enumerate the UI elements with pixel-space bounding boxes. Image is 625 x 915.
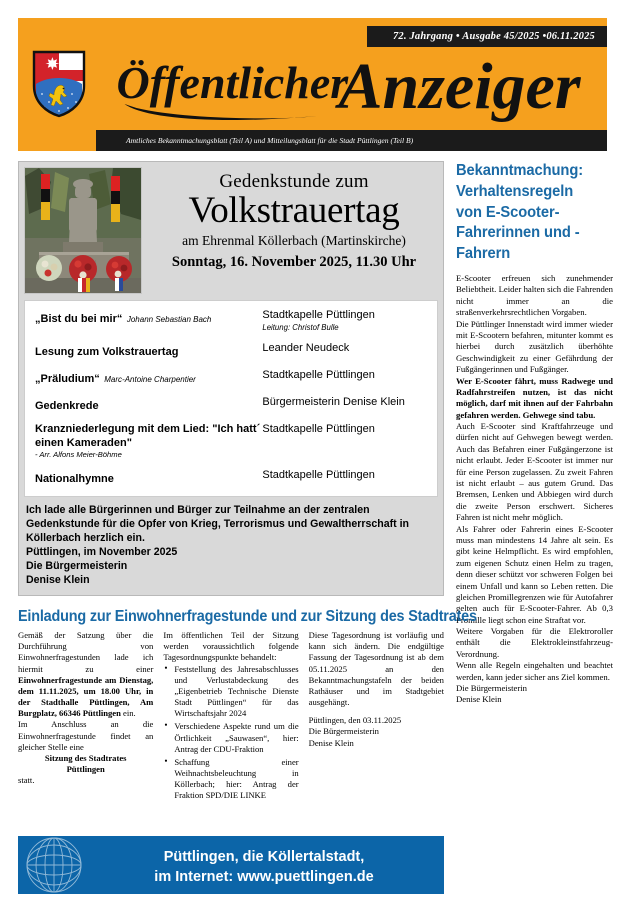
program-performer-text: Leander Neudeck [262,341,350,354]
program-row [35,342,427,360]
agenda-list [163,664,298,802]
einladung-col1-center2: Püttlingen [66,764,105,775]
masthead-title-part1: Öffentlicher [116,57,349,108]
program-performer-sub: Leitung: Christof Bulle [262,322,339,332]
escooter-paragraph-1: E-Scooter erfreuen sich zunehmender Beliebtheit. Leider halten sich die Fahrenden nicht immer an die straßenverkehrsrechtlichen Vorgaben. [456,272,613,318]
einladung-col1-intro: Gemäß der Satzung über die Durchführung von Einwohnerfragestunden lade ich hiermit zu einer [18,630,154,674]
program-composer-text: Marc-Antoine Charpentier [104,374,196,384]
page-body [18,161,613,804]
program-item-title [35,309,262,333]
coat-of-arms-icon [32,50,86,118]
escooter-paragraph-7: Wenn alle Regeln eingehalten und beachtet werden, kann jeder sicher ans Ziel kommen. [456,660,613,682]
einladung-col1-p2: Im Anschluss an die Einwohnerfragestunde findet an gleicher Stelle eine [18,719,154,752]
program-row [35,423,427,460]
escooter-paragraph-2: Die Püttlinger Innenstadt wird immer wieder mit E-Scootern befahren, mitunter kommt es hierbei durch zusätzlich überhöhte Geschwindigkeit zu einer Gefährdung der Fußgängerinnen und Fußgänger. [456,318,613,375]
escooter-paragraph-6: Weitere Vorgaben für die Elektroroller enthält die Elektrokleinstfahrzeug-Verordnung. [456,626,613,659]
masthead-subtitle-bar [96,130,607,151]
einladung-columns [18,630,444,804]
announcement-closing-date: Püttlingen, im November 2025 [26,546,178,559]
program-item-performer [262,309,427,333]
announcement-header [24,167,438,294]
einladung-column-1 [18,630,153,804]
masthead [18,18,607,151]
announcement-closing-role: Die Bürgermeisterin [26,560,128,573]
page-title [96,46,597,126]
globe-icon [22,836,86,894]
program-item-title [35,369,262,387]
program-title-text: Lesung zum Volkstrauertag [35,345,179,358]
program-item-title [35,469,262,487]
program-performer-text: Stadtkapelle Püttlingen [262,368,375,381]
issue-info-bar [367,26,607,47]
announcement-closing-name: Denise Klein [26,574,90,587]
program-row [35,396,427,414]
einladung-col1-p3: statt. [18,775,35,786]
escooter-signature-name: Denise Klein [456,694,502,705]
announcement-title-block [150,167,438,294]
agenda-item: • Feststellung des Jahresabschlusses und Verlustabdeckung des „Eigenbetrieb Technische Dienste Stadt Püttlingen“ für das Wirtschaftsjahr 2024 [163,664,298,720]
website-banner-text [94,847,434,887]
program-composer-text: Johann Sebastian Bach [126,315,212,324]
announcement-line-2: Volkstrauertag [188,190,400,231]
escooter-paragraph-4: Auch E-Scooter sind Kraftfahrzeuge und dürfen nicht auf Gehwegen bewegt werden. Auch das Befahren einer Fußgängerzone ist nicht erlaubt. Jeder E-Scooter ist immer nur für eine Person zugelassen. Zu zweit Fahren ist nicht erlaubt – aus gutem Grund. Das Bremsen, Lenken und Abbiegen wird durch die zweite Person erschwert. Sicheres Fahren ist nicht mehr möglich. [456,421,613,523]
agenda-item: • Verschiedene Aspekte rund um die Örtlichkeit „Sauwasen“, hier: Antrag der CDU-Fraktion [163,721,298,755]
memorial-photo [24,167,142,294]
program-item-title [35,396,262,414]
issue-info-text: 72. Jahrgang • Ausgabe 45/2025 •06.11.2025 [392,31,595,42]
spacer [309,708,444,715]
program-item-performer [262,423,427,460]
escooter-article-body [456,273,613,706]
escooter-signature-role: Die Bürgermeisterin [456,683,528,694]
program-title-text: Nationalhymne [35,473,114,486]
program-performer-text: Stadtkapelle Püttlingen [262,422,375,435]
program-row [35,469,427,487]
left-column [18,161,477,804]
program-row [35,309,427,333]
program-table [24,300,438,497]
einladung-col3-p1: Diese Tagesordnung ist vorläufig und kann sich ändern. Die endgültige Fassung der Tagesordnung ist ab dem 05.11.2025 an den Bekanntmachungstafeln der beiden Rathäuser und im Stadtgebiet ausgehängt. [308,630,444,708]
program-performer-text: Bürgermeisterin Denise Klein [262,395,405,408]
program-arrangement-text: - Arr. Alfons Meier-Böhme [35,450,122,460]
einladung-col3-role: Die Bürgermeisterin [308,726,379,737]
einladung-col1-paragraph [18,630,153,719]
program-title-text: Gedenkrede [35,399,99,412]
program-item-performer [262,369,427,387]
announcement-line-3: am Ehrenmal Köllerbach (Martinskirche) [182,233,406,249]
einladung-col3-date: Püttlingen, den 03.11.2025 [308,715,402,726]
einladung-col2-intro: Im öffentlichen Teil der Sitzung werden voraussichtlich folgende Tagesordnungspunkte behandelt: [163,630,299,663]
program-item-performer [262,396,427,414]
program-item-title [35,423,262,460]
escooter-paragraph-5: Als Fahrer oder Fahrerin eines E-Scooter muss man mindestens 14 Jahre alt sein. Es gibt keine Helmpflicht. Es wird empfohlen, zum eigenen Schutz einen Helm zu tragen, denn dieser schützt vor schweren Folgen bei einem Unfall und kann so Leben retten. Die gleichen Promillegrenzen wie für Autofahrer gelten auch für E-Scooter-Fahrer. Ab 0,3 Promille liegt schon eine Straftat vor. [456,523,613,625]
escooter-heading: Bekanntmachung: Verhaltensregeln von E-Scooter-Fahrerinnen und -Fahrern [456,162,584,263]
program-item-title [35,342,262,360]
program-row [35,369,427,387]
website-banner-line-1: Püttlingen, die Köllertalstadt, [163,849,365,865]
einladung-col3-name: Denise Klein [308,737,354,748]
website-banner[interactable] [18,836,444,894]
website-banner-line-2: im Internet: www.puettlingen.de [154,869,374,885]
agenda-item: • Schaffung einer Weihnachtsbeleuchtung in Köllerbach; hier: Antrag der Fraktion SPD/DIE LINKE [163,757,298,802]
volkstrauertag-announcement [18,161,444,596]
einladung-col1-center1: Sitzung des Stadtrates [44,752,127,763]
program-performer-text: Stadtkapelle Püttlingen [262,469,375,482]
einladung-col1-after: ein. [120,708,136,719]
program-title-text: „Bist du bei mir“ [35,313,123,325]
masthead-title-part2: Anzeiger [338,50,581,123]
einladung-column-3 [309,630,444,804]
einladung-col1-bold: Einwohnerfragestunde am Dienstag, dem 11.11.2025, um 18.00 Uhr, in der Stadthalle Püttlingen, Am Burgplatz, 66346 Püttlingen [18,674,154,719]
right-column [456,161,613,804]
masthead-subtitle-text: Amtliches Bekanntmachungsblatt (Teil A) und Mitteilungsblatt für die Stadt Püttlingen (Teil B) [126,136,414,145]
escooter-paragraph-3-bold: Wer E-Scooter fährt, muss Radwege und Radfahrstreifen nutzen, ist das nicht möglich, darf mit ihnen auf der Fahrbahn gefahren werden. Gehwege sind tabu. [456,375,613,420]
einladung-column-2 [163,630,298,804]
announcement-closing [24,504,438,590]
program-item-performer [262,342,427,360]
program-item-performer [262,469,427,487]
announcement-closing-paragraph: Ich lade alle Bürgerinnen und Bürger zur Teilnahme an der zentralen Gedenkstunde für die Opfer von Krieg, Terrorismus und Gewaltherrschaft in Köllerbach herzlich ein. [26,504,410,545]
program-title-text: „Präludium“ [35,372,100,385]
program-title-text: Kranzniederlegung mit dem Lied: "Ich hatt´ einen Kameraden" [35,422,261,449]
announcement-line-4: Sonntag, 16. November 2025, 11.30 Uhr [171,254,417,271]
announcement-line-1: Gedenkstunde zum [219,171,369,192]
program-performer-text: Stadtkapelle Püttlingen [262,309,375,321]
einladung-heading: Einladung zur Einwohnerfragestunde und zur Sitzung des Stadtrates [18,608,477,626]
